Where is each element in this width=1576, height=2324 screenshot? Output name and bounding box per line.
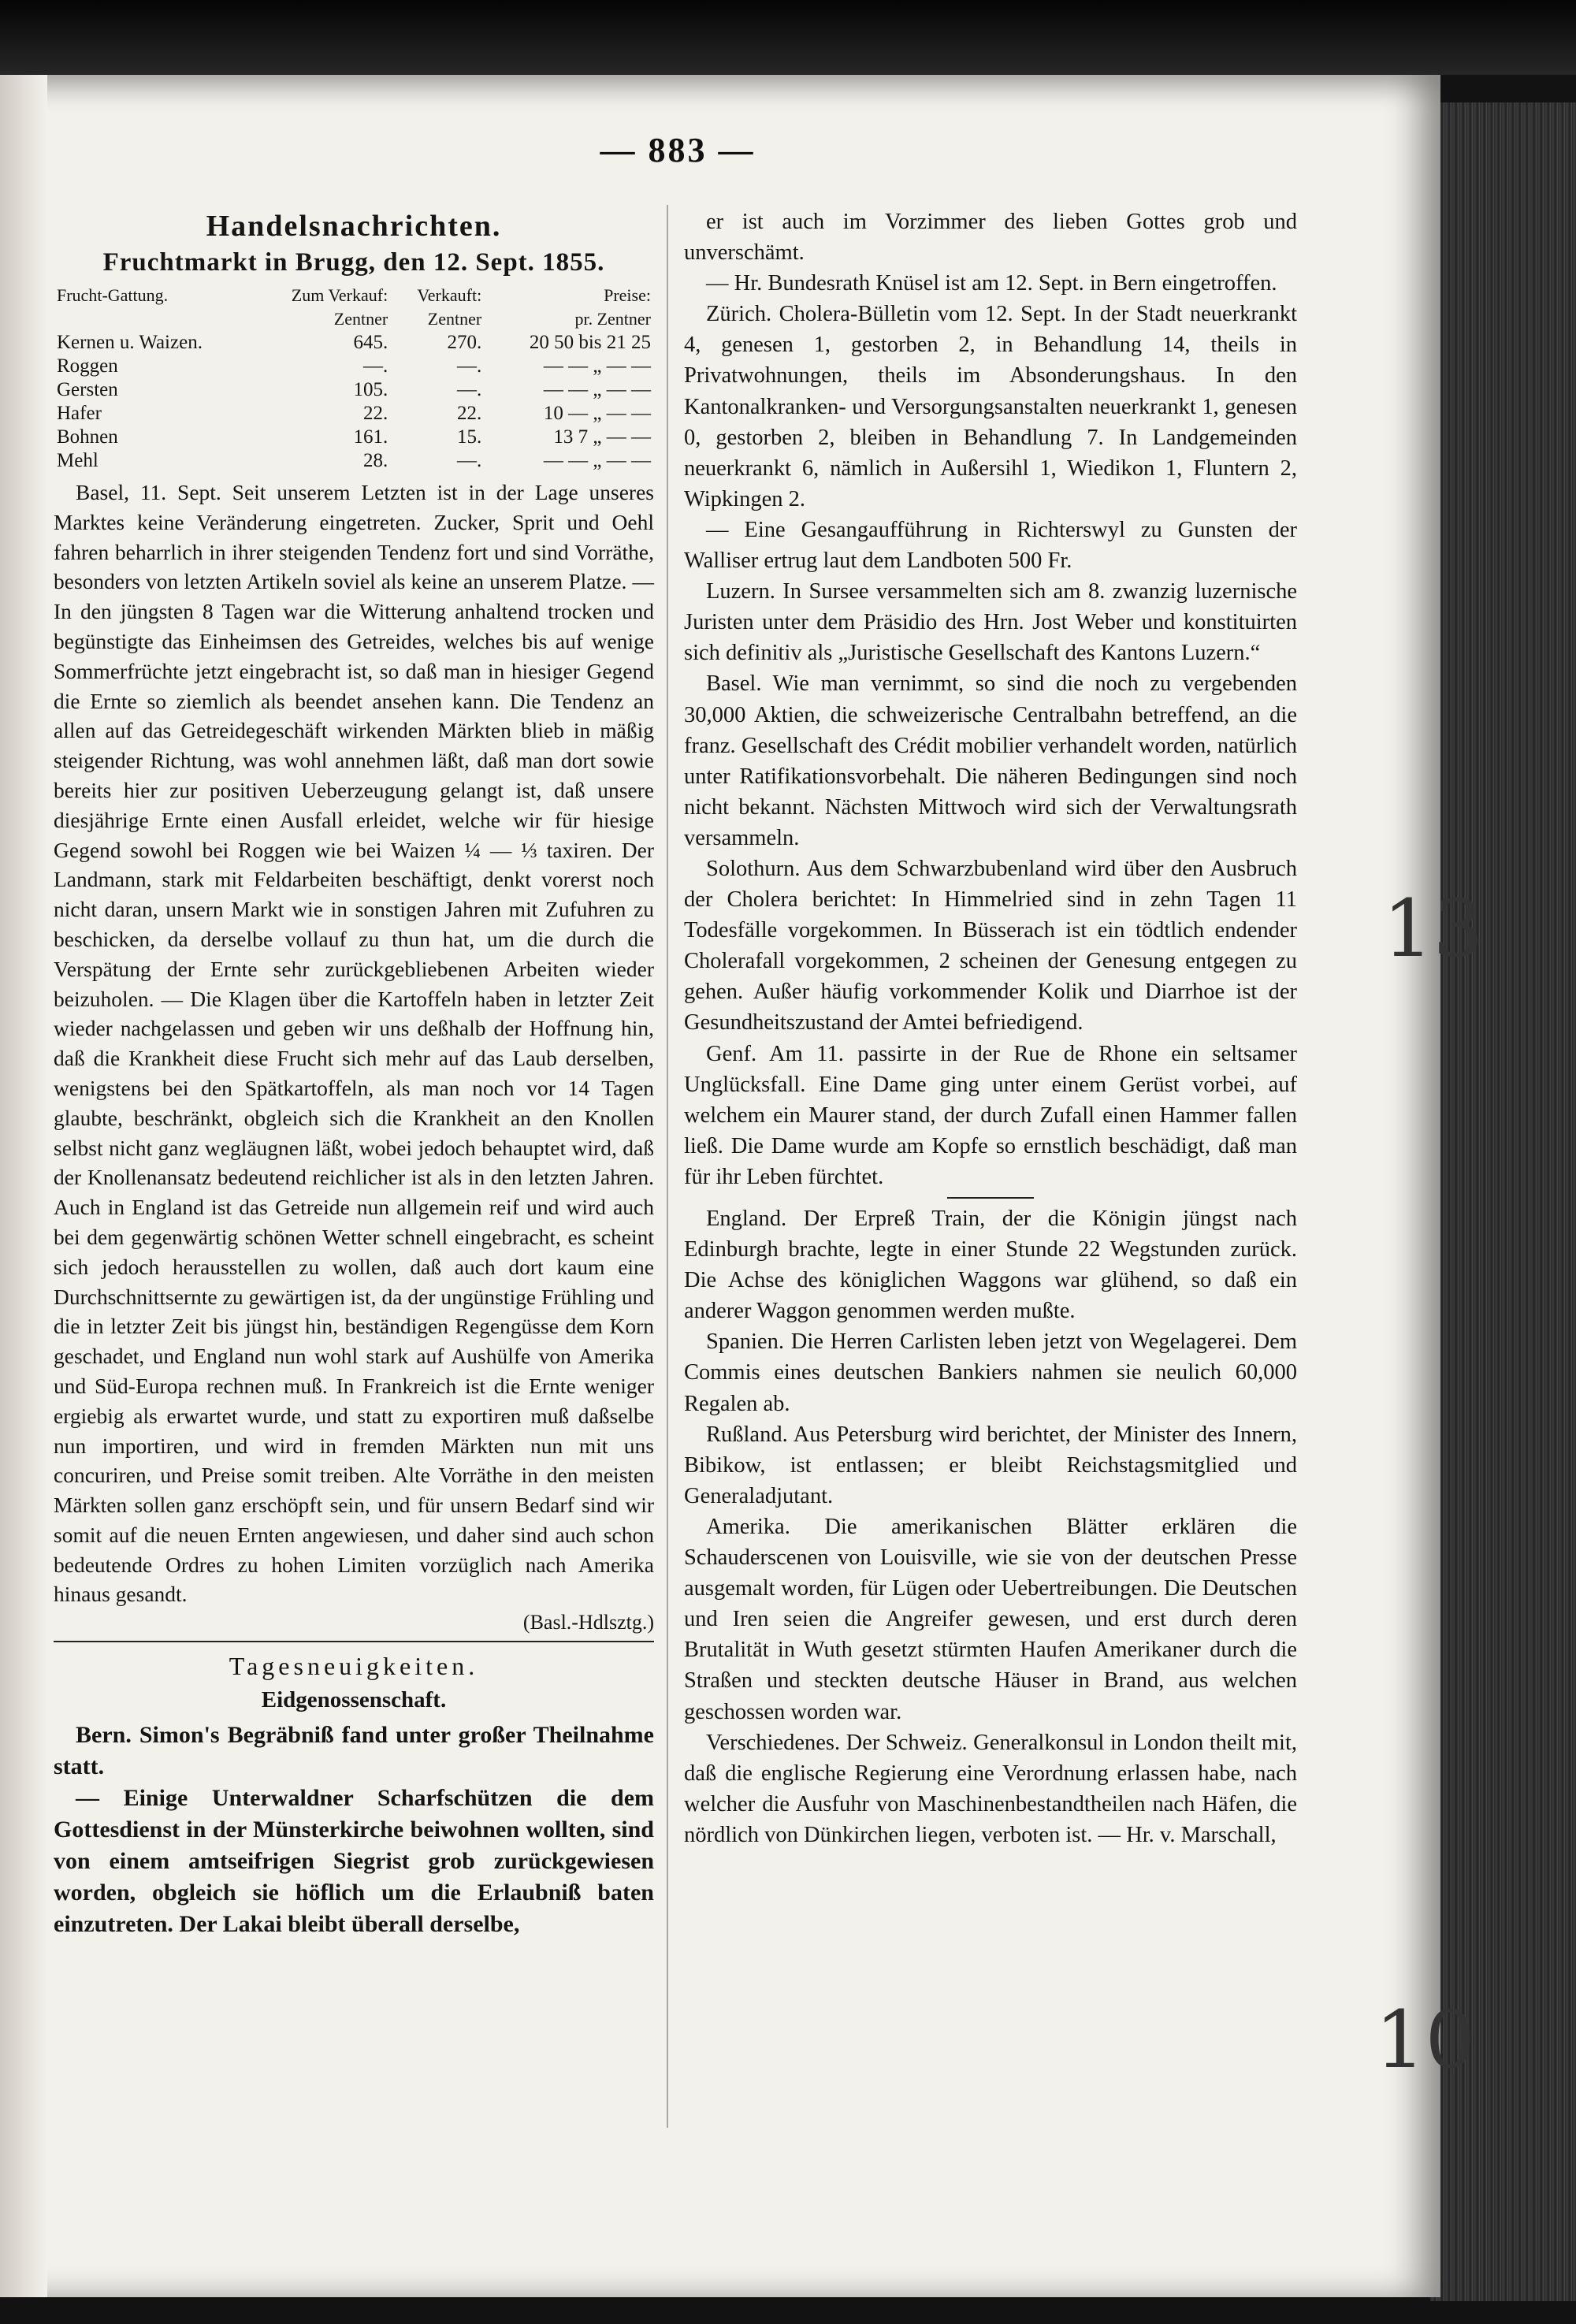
handwritten-margin-note: 13	[1383, 883, 1484, 975]
grain-offer: 161.	[353, 426, 388, 448]
page-number: — 883 —	[600, 131, 756, 169]
table-header: Preise:	[604, 285, 651, 305]
grain-offer: 22.	[362, 403, 388, 424]
grain-sold: —.	[456, 379, 482, 400]
table-header: Verkauft:	[417, 285, 482, 305]
table-row	[54, 402, 654, 426]
left-column	[54, 209, 654, 1940]
grain-offer: 645.	[353, 332, 388, 353]
grain-sold: —.	[456, 450, 482, 471]
article-amerika: Amerika. Die amerikanischen Blätter erklären die Schauderscenen von Louisville, wie sie von der deutschen Presse ausgemalt worden, für Lügen oder Uebertreibungen. Die Deutschen und Iren seien die Angreifer gewesen, und erst durch deren Brutalität in Wuth gesetzt stürmten Haufen Amerikaner durch die Straßen und steckten deutsche Häuser in Brand, aus welchen geschossen worden war.	[684, 1514, 1297, 1724]
table-row	[54, 331, 654, 355]
table-unit: pr. Zentner	[574, 309, 651, 329]
grain-offer: 28.	[362, 450, 388, 471]
article-luzern: Luzern. In Sursee versammelten sich am 8. zwanzig luzernische Juristen unter dem Präsidio des Hrn. Jost Weber und konstituirten sich definitiv als „Juristische Gesellschaft des Kantons Luzern.“	[684, 579, 1297, 666]
table-units-row	[54, 307, 654, 331]
market-title: Fruchtmarkt in Brugg, den 12. Sept. 1855.	[102, 248, 605, 277]
grain-price: 20 50 bis 21 25	[529, 332, 651, 353]
book-page-edges	[1430, 102, 1576, 2301]
grain-name: Kernen u. Waizen.	[57, 332, 203, 353]
article-solothurn: Solothurn. Aus dem Schwarzbubenland wird über den Ausbruch der Cholera berichtet: In Himmelried sind in zehn Tagen 11 Todesfälle vorgekommen. In Büsserach ist ein tödtlich endender Cholerafall vorgekommen, 2 scheinen der Genesung entgegen zu gehen. Außer häufig vorkommender Kolik und Diarrhoe ist der Gesundheitszustand der Amtei befriedigend.	[684, 856, 1297, 1036]
article-russland: Rußland. Aus Petersburg wird berichtet, der Minister des Innern, Bibikow, ist entlassen; er bleibt Reichstagsmitglied und Generaladjutant.	[684, 1422, 1297, 1508]
grain-offer: 105.	[353, 379, 388, 400]
section-title-daily-news: Tagesneuigkeiten.	[229, 1652, 479, 1681]
top-shadow	[0, 0, 1576, 75]
grain-price: 13 7 „ — —	[553, 426, 651, 448]
grain-name: Roggen	[57, 355, 118, 377]
article-spanien: Spanien. Die Herren Carlisten leben jetzt von Wegelagerei. Dem Commis eines deutschen Bankiers nahmen sie neulich 60,000 Regalen ab.	[684, 1329, 1297, 1416]
confederation-articles	[54, 1720, 654, 1940]
grain-price: 10 — „ — —	[543, 403, 651, 424]
article-unterwalden: — Einige Unterwaldner Scharfschützen die dem Gottesdienst in der Münsterkirche beiwohnen wollten, sind von einem amtseifrigen Siegrist grob zurückgewiesen worden, obgleich sie höflich um die Erlaubniß baten einzutreten. Der Lakai bleibt überall derselbe,	[54, 1785, 654, 1938]
section-title-trade-news: Handelsnachrichten.	[206, 210, 502, 243]
grain-sold: 270.	[447, 332, 482, 353]
table-row	[54, 355, 654, 378]
article-richterswyl: — Eine Gesangaufführung in Richterswyl zu Gunsten der Walliser ertrug laut dem Landboten 500 Fr.	[684, 517, 1297, 574]
grain-name: Bohnen	[57, 426, 118, 448]
article-verschiedenes: Verschiedenes. Der Schweiz. Generalkonsul in London theilt mit, daß die englische Regierung eine Verordnung erlassen habe, nach welcher die Ausfuhr von Maschinenbestandtheilen nach Häfen, die nördlich von Dünkirchen liegen, verboten ist. — Hr. v. Marschall,	[684, 1730, 1297, 1847]
grain-name: Hafer	[57, 403, 102, 424]
gutter-shadow	[0, 75, 47, 2297]
grain-price: — — „ — —	[543, 379, 651, 400]
table-unit: Zentner	[333, 309, 388, 329]
table-row	[54, 449, 654, 473]
article-bern: Bern. Simon's Begräbniß fand unter großer Theilnahme statt.	[54, 1722, 654, 1780]
table-row	[54, 378, 654, 402]
column-divider	[667, 205, 668, 2128]
table-header-row	[54, 284, 654, 307]
divider-line	[947, 1197, 1034, 1199]
section-title-confederation: Eidgenossenschaft.	[261, 1687, 447, 1713]
table-header: Zum Verkauf:	[291, 285, 388, 305]
table-unit: Zentner	[427, 309, 482, 329]
grain-name: Mehl	[57, 450, 98, 471]
grain-price: — — „ — —	[543, 355, 651, 377]
article-genf: Genf. Am 11. passirte in der Rue de Rhone ein seltsamer Unglücksfall. Eine Dame ging unter einem Gerüst vorbei, auf welchem ein Maurer stand, der durch Zufall einen Hammer fallen ließ. Die Dame wurde am Kopfe so ernstlich beschädigt, daß man für ihr Leben fürchtet.	[684, 1041, 1297, 1189]
article-continuation: er ist auch im Vorzimmer des lieben Gottes grob und unverschämt.	[684, 210, 1297, 266]
table-header: Frucht-Gattung.	[57, 285, 169, 305]
table-row	[54, 426, 654, 449]
grain-name: Gersten	[57, 379, 118, 400]
grain-sold: 22.	[456, 403, 482, 424]
divider-line	[54, 1641, 654, 1642]
article-zuerich: Zürich. Cholera-Bülletin vom 12. Sept. In der Stadt neuerkrankt 4, genesen 1, gestorben 2, in Behandlung 14, theils in Privatwohnungen, theils im Absonderungshaus. In den Kantonalkranken- und Versorgungsanstalten neuerkrankt 1, genesen 0, gestorben 2, bleiben in Behandlung 7. In Landgemeinden neuerkrankt 6, nämlich in Außersihl 1, Wiedikon 1, Fluntern 2, Wipkingen 2.	[684, 302, 1297, 511]
article-source: (Basl.-Hdlsztg.)	[522, 1611, 654, 1634]
grain-sold: —.	[456, 355, 482, 377]
article-basel-market: Basel, 11. Sept. Seit unserem Letzten ist in der Lage unseres Marktes keine Veränderung eingetreten. Zucker, Sprit und Oehl fahren beharrlich in ihrer steigenden Tendenz fort und sind Vorräthe, besonders von letzten Artikeln soviel als keine an unserem Platze. — In den jüngsten 8 Tagen war die Witterung anhaltend trocken und begünstigte das Einheimsen des Getreides, welches bis auf wenige Sommerfrüchte jetzt eingebracht ist, so daß man in hiesiger Gegend die Ernte so ziemlich als beendet ansehen kann. Die Tendenz an allen auf das Getreidegeschäft wirkenden Märkten blieb in mäßig steigender Richtung, was wohl annehmen läßt, daß man dort sowie bereits hier zur positiven Ueberzeugung gelangt ist, daß unsere diesjährige Ernte einen Ausfall erleidet, welche wir für hiesige Gegend sowohl bei Roggen wie bei Waizen ¼ — ⅓ taxiren. Der Landmann, stark mit Feldarbeiten beschäftigt, denkt vorerst noch nicht daran, unsern Markt wie in sonstigen Jahren mit Zufuhren zu beschicken, da derselbe vollauf zu thun hat, um die durch die Verspätung der Ernte sehr zurückgebliebenen Arbeiten wieder beizuholen. — Die Klagen über die Kartoffeln haben in letzter Zeit wieder nachgelassen und geben wir uns deßhalb der Hoffnung hin, daß die Krankheit diese Frucht sich mehr auf das Laub derselben, wenigstens bei den Spätkartoffeln, als man noch vor 14 Tagen glaubte, beschränkt, obgleich sich die Krankheit an den Knollen selbst nicht ganz wegläugnen läßt, wobei jedoch behauptet wird, daß der Knollenansatz bedeutend reichlicher ist als in den letzten Jahren. Auch in England ist das Getreide nun allgemein reif und wird auch bei dem gegenwärtig schönen Wetter schnell eingebracht, es scheint sich jedoch herausstellen zu wollen, daß auch dort kaum eine Durchschnittsernte zu gewärtigen ist, da der ungünstige Frühling und die in letzter Zeit bis jüngst hin, beständigen Regengüsse dem Korn geschadet, und England nun wohl stark auf Aushülfe von Amerika und Süd-Europa rechnen muß. In Frankreich ist die Ernte weniger ergiebig als erwartet wurde, und statt zu exportiren muß daßselbe nun importiren, und wird in fremden Märkten nun mit uns concuriren, und Preise somit treiben. Alte Vorräthe in den meisten Märkten sollen ganz erschöpft sein, und für unsern Bedarf sind wir somit auf die neuen Ernten angewiesen, und daher sind auch schon bedeutende Ordres zu hohen Limiten vorzüglich nach Amerika hinaus gesandt.	[54, 480, 654, 1607]
right-column	[684, 206, 1297, 1850]
grain-offer: —.	[362, 355, 388, 377]
article-england: England. Der Erpreß Train, der die Königin jüngst nach Edinburgh brachte, legte in einer Stunde 22 Wegstunden zurück. Die Achse des königlichen Waggons war glühend, so daß ein anderer Waggon genommen werden mußte.	[684, 1207, 1297, 1324]
grain-price: — — „ — —	[543, 450, 651, 471]
handwritten-margin-note: 10	[1375, 1994, 1476, 2086]
article-basel: Basel. Wie man vernimmt, so sind die noch zu vergebenden 30,000 Aktien, die schweizerische Centralbahn betreffend, an die franz. Gesellschaft des Crédit mobilier verhandelt worden, natürlich unter Ratifikationsvorbehalt. Die näheren Bedingungen sind noch nicht bekannt. Nächsten Mittwoch wird sich der Verwaltungsrath versammeln.	[684, 671, 1297, 850]
grain-sold: 15.	[456, 426, 482, 448]
table-unit	[54, 307, 255, 331]
article-knuesel: — Hr. Bundesrath Knüsel ist am 12. Sept. in Bern eingetroffen.	[706, 271, 1277, 296]
grain-price-table	[54, 284, 654, 473]
